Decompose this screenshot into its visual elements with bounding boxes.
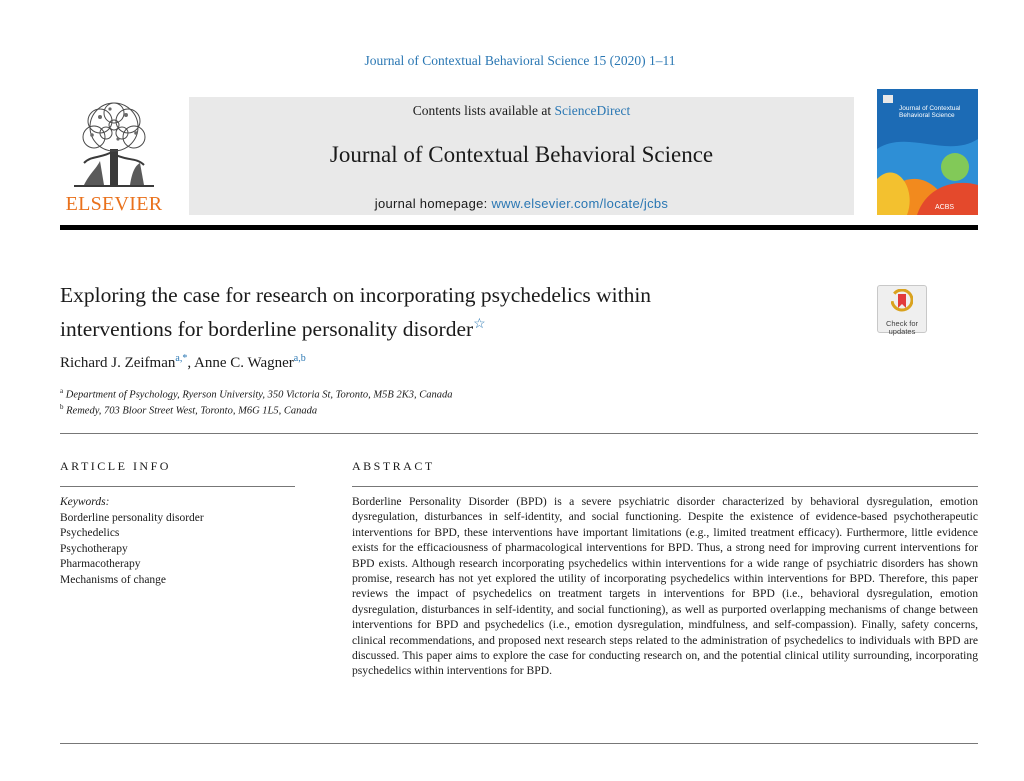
- affiliation-label: b: [60, 403, 64, 411]
- keyword: Psychotherapy: [60, 542, 128, 555]
- homepage-line: [189, 196, 854, 211]
- title-footnote-mark[interactable]: ☆: [473, 317, 486, 332]
- article-info-heading: ARTICLE INFO: [60, 459, 171, 473]
- author-affiliation-marks[interactable]: a,*: [175, 353, 188, 364]
- keyword: Mechanisms of change: [60, 573, 167, 586]
- keywords-list: [60, 495, 204, 588]
- keyword: Psychedelics: [60, 527, 120, 539]
- bookmark-icon: [891, 289, 913, 313]
- sciencedirect-link[interactable]: ScienceDirect: [554, 103, 631, 118]
- affiliation-label: a: [60, 387, 64, 395]
- journal-banner: [189, 97, 854, 215]
- keyword: Borderline personality disorder: [60, 511, 204, 524]
- elsevier-logo[interactable]: [60, 99, 168, 219]
- journal-citation[interactable]: Journal of Contextual Behavioral Science 15 (2020) 1–11: [364, 53, 676, 68]
- affiliation: [60, 403, 317, 417]
- author-separator: ,: [187, 355, 195, 371]
- author-name[interactable]: Richard J. Zeifman: [60, 355, 176, 371]
- author-list: [60, 353, 306, 372]
- keyword: Pharmacotherapy: [60, 558, 141, 570]
- homepage-prefix: journal homepage:: [374, 196, 492, 211]
- author-name[interactable]: Anne C. Wagner: [194, 355, 294, 371]
- journal-name: Journal of Contextual Behavioral Science: [329, 142, 714, 167]
- title-line-2: interventions for borderline personality disorder: [60, 317, 474, 342]
- affiliation-text: Remedy, 703 Bloor Street West, Toronto, M6G 1L5, Canada: [66, 405, 318, 417]
- abstract-heading: ABSTRACT: [352, 459, 435, 473]
- affiliation-text: Department of Psychology, Ryerson University, 350 Victoria St, Toronto, M5B 2K3, Canada: [65, 389, 453, 401]
- title-line-1: Exploring the case for research on incorporating psychedelics within: [60, 283, 652, 307]
- contents-prefix: Contents lists available at: [412, 103, 555, 118]
- cover-badge: ACBS: [935, 204, 955, 211]
- abstract-text: Borderline Personality Disorder (BPD) is a severe psychiatric disorder characterized by behavioral dysregulation, emotion dysregulation, disturbances in self-identity, and social functioning. Despite the existence of evidence-based psychotherapeutic interventions for BPD, these interventions have important limitations (e.g., limited treatment efficacy). Furthermore, little evidence exists for the efficaciousness of pharmacological interventions for BPD. Thus, a strong need for improving current interventions for BPD exists. Although research incorporating psychedelics within interventions for a wide range of psychiatric disorders has shown promise, research has not yet explored the utility of incorporating psychedelics within interventions for BPD. Therefore, this paper reviews the impact of psychedelics on treatment targets in interventions for BPD (i.e., behavioral dysregulation, emotion dysregulation, disturbances in self-identity, and social functioning), as well as purported overlapping mechanisms of change between interventions for BPD and psychedelics (i.e., emotion dysregulation, mindfulness, and self-compassion). Finally, safety concerns, clinical recommendations, and proposed next research steps related to the administration of psychedelics to individuals with BPD are discussed. This paper aims to explore the case for conducting research on, and the potential clinical utility surrounding, incorporating psychedelics within interventions for BPD.: [352, 495, 978, 678]
- header-rule: [60, 225, 978, 230]
- abstract-rule: [352, 486, 978, 487]
- check-updates-line-1: Check for: [885, 319, 919, 328]
- check-updates-line-2: updates: [888, 327, 916, 336]
- section-divider: [60, 433, 978, 434]
- contents-line: [189, 103, 854, 119]
- keywords-label: Keywords:: [60, 496, 110, 508]
- elsevier-tree-icon: [70, 99, 158, 191]
- affiliation: [60, 387, 452, 401]
- elsevier-wordmark: ELSEVIER: [65, 193, 163, 215]
- author-affiliation-marks[interactable]: a,b: [293, 353, 306, 364]
- journal-cover-image[interactable]: [877, 89, 978, 215]
- cover-title-line-2: Behavioral Science: [899, 112, 955, 119]
- section-divider: [60, 743, 978, 744]
- article-info-rule: [60, 486, 295, 487]
- check-for-updates-button[interactable]: [877, 285, 927, 336]
- article-title: [60, 281, 820, 344]
- homepage-link[interactable]: www.elsevier.com/locate/jcbs: [491, 196, 669, 211]
- cover-title-line-1: Journal of Contextual: [899, 105, 961, 112]
